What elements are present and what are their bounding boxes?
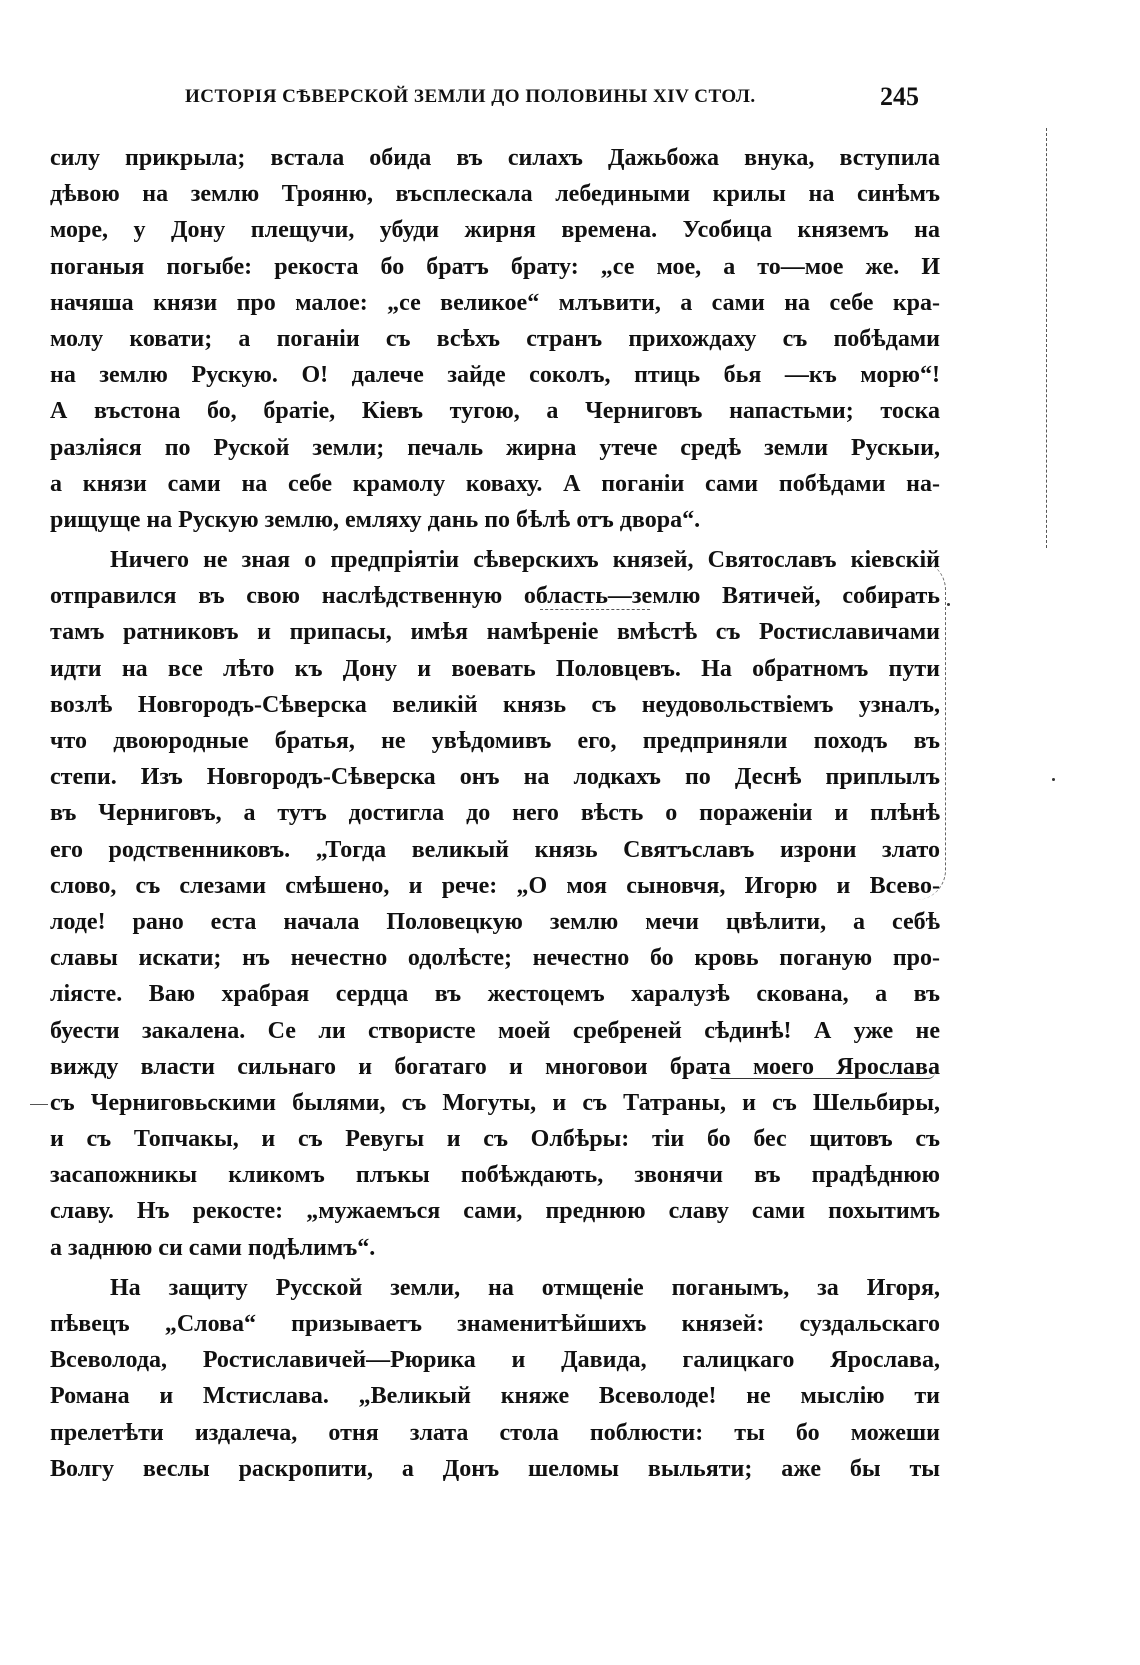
page-number: 245	[880, 82, 919, 111]
text-line: силу прикрыла; встала обида въ силахъ Дажьбожа внука, вступила	[50, 145, 940, 171]
pencil-dot	[1052, 778, 1055, 781]
text-line: вижду власти сильнаго и богатаго и многовои брата моего Ярослава	[50, 1053, 940, 1080]
text-line: море, у Дону плещучи, убуди жирня времена. Усобица княземъ на	[50, 217, 940, 244]
text-line: поганыя погыбе: рекоста бо братъ брату: „се мое, а то—мое же. И	[50, 253, 940, 280]
running-title: ИСТОРІЯ СѢВЕРСКОЙ ЗЕМЛИ ДО ПОЛОВИНЫ XIV СТОЛ.	[185, 86, 756, 107]
text-line: слово, съ слезами смѣшено, и рече: „О моя сыновчя, Игорю и Всево-	[50, 872, 940, 899]
text-line: идти на все лѣто къ Дону и воевать Половцевъ. На обратномъ пути	[50, 655, 940, 682]
text-line: ліясте. Ваю храбрая сердца въ жестоцемъ харалузѣ скована, а въ	[50, 981, 940, 1008]
text-line: и съ Топчакы, и съ Ревугы и съ Олбѣры: тіи бо бес щитовъ съ	[50, 1126, 940, 1153]
text-line: а князи сами на себе крамолу коваху. А поганіи сами побѣдами на-	[50, 470, 940, 497]
text-line: прелетѣти издалеча, отня злата стола поблюсти: ты бо можеши	[50, 1419, 940, 1446]
pencil-dot	[947, 603, 950, 606]
text-line: что двоюродные братья, не увѣдомивъ его, предприняли походъ въ	[50, 728, 940, 754]
pencil-underline	[540, 609, 650, 610]
body-text	[50, 140, 940, 1487]
text-line: славу. Нъ рекосте: „мужаемъся сами, преднюю славу сами похытимъ	[50, 1198, 940, 1225]
text-line: возлѣ Новгородъ-Сѣверска великій князь съ неудовольствіемъ узналъ,	[50, 691, 940, 718]
text-line: его родственниковъ. „Тогда великый князь Святъславъ изрони злато	[50, 836, 940, 863]
text-line: рищуще на Рускую землю, емляху дань по бѣлѣ отъ двора“.	[50, 506, 701, 533]
paragraph-start: Ничего не зная о предпріятіи сѣверскихъ князей, Святославъ кіевскій	[110, 547, 940, 574]
text-line: славы искати; нъ нечестно одолѣсте; нечестно бо кровь поганую про-	[50, 945, 940, 972]
margin-pencil-bracket	[905, 560, 946, 900]
text-line: разліяся по Руской земли; печаль жирна утече средѣ земли Рускыи,	[50, 434, 940, 461]
text-line: степи. Изъ Новгородъ-Сѣверска онъ на лодкахъ по Деснѣ приплылъ	[50, 764, 940, 791]
text-line: а заднюю си сами подѣлимъ“.	[50, 1234, 376, 1261]
text-line: лоде! рано еста начала Половецкую землю мечи цвѣлити, а себѣ	[50, 908, 940, 935]
text-line: тамъ ратниковъ и припасы, имѣя намѣреніе вмѣстѣ съ Ростиславичами	[50, 619, 940, 646]
text-line: засапожникы кликомъ плъкы побѣждають, звонячи въ прадѣднюю	[50, 1162, 940, 1189]
paragraph-start: На защиту Русской земли, на отмщеніе поганымъ, за Игоря,	[110, 1274, 940, 1301]
margin-pencil-line	[1046, 128, 1047, 548]
text-line: пѣвецъ „Слова“ призываетъ знаменитѣйшихъ князей: суздальскаго	[50, 1311, 940, 1337]
text-line: на землю Рускую. О! далече зайде соколъ, птиць бья —къ морю“!	[50, 362, 940, 389]
text-line: начяша князи про малое: „се великое“ млъвити, а сами на себе кра-	[50, 289, 940, 316]
text-line: въ Черниговъ, а тутъ достигла до него вѣсть о пораженіи и плѣнѣ	[50, 800, 940, 827]
text-line: Волгу веслы раскропити, а Донъ шеломы выльяти; аже бы ты	[50, 1455, 940, 1482]
text-line: отправился въ свою наслѣдственную область—землю Вятичей, собирать	[50, 583, 940, 610]
text-line: Романа и Мстислава. „Великый княже Всеволоде! не мыслію ти	[50, 1383, 940, 1410]
pencil-dash	[30, 1104, 48, 1105]
pencil-underline	[710, 1072, 935, 1079]
text-line: буести закалена. Се ли створисте моей сребреней сѣдинѣ! А уже не	[50, 1017, 940, 1044]
text-line: дѣвою на землю Трояню, въсплескала лебедиными крилы на синѣмъ	[50, 181, 940, 208]
text-line: съ Черниговьскими былями, съ Могуты, и съ Татраны, и съ Шельбиры,	[50, 1089, 940, 1116]
text-line: А въстона бо, братіе, Кіевъ тугою, а Черниговъ напастьми; тоска	[50, 398, 940, 425]
text-line: Всеволода, Ростиславичей—Рюрика и Давида, галицкаго Ярослава,	[50, 1347, 940, 1374]
text-line: молу ковати; а поганіи съ всѣхъ странъ прихождаху съ побѣдами	[50, 325, 940, 352]
